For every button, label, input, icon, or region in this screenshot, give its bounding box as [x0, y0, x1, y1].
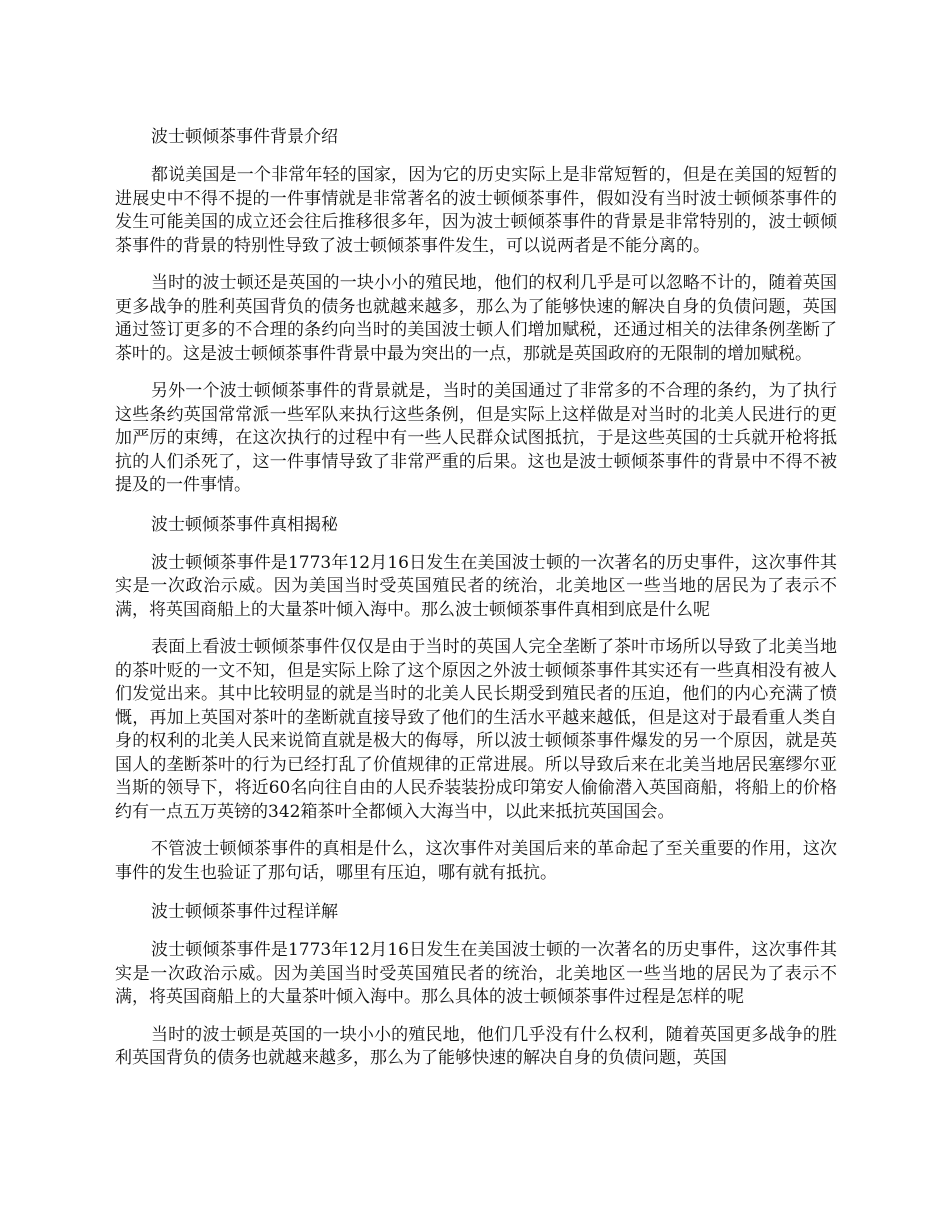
paragraph: 都说美国是一个非常年轻的国家，因为它的历史实际上是非常短暂的，但是在美国的短暂的进展史中不得不提的一件事情就是非常著名的波士顿倾茶事件，假如没有当时波士顿倾茶事件的发生可能美国的成立还会往后推移很多年，因为波士顿倾茶事件的背景是非常特别的，波士顿倾茶事件的背景的特别性导致了波士顿倾茶事件发生，可以说两者是不能分离的。 — [115, 165, 837, 256]
paragraph: 另外一个波士顿倾茶事件的背景就是，当时的美国通过了非常多的不合理的条约，为了执行这些条约英国常常派一些军队来执行这些条例，但是实际上这样做是对当时的北美人民进行的更加严厉的束缚，在这次执行的过程中有一些人民群众试图抵抗，于是这些英国的士兵就开枪将抵抗的人们杀死了，这一件事情导致了非常严重的后果。这也是波士顿倾茶事件的背景中不得不被提及的一件事情。 — [115, 381, 837, 495]
paragraph: 当时的波士顿是英国的一块小小的殖民地，他们几乎没有什么权利，随着英国更多战争的胜利英国背负的债务也就越来越多，那么为了能够快速的解决自身的负债问题，英国 — [115, 1024, 837, 1068]
paragraph: 波士顿倾茶事件是1773年12月16日发生在美国波士顿的一次著名的历史事件，这次事件其实是一次政治示威。因为美国当时受英国殖民者的统治，北美地区一些当地的居民为了表示不满，将英国商船上的大量茶叶倾入海中。那么具体的波士顿倾茶事件过程是怎样的呢 — [115, 940, 837, 1007]
section-heading-process: 波士顿倾茶事件过程详解 — [151, 902, 338, 922]
paragraph: 当时的波士顿还是英国的一块小小的殖民地，他们的权利几乎是可以忽略不计的，随着英国更多战争的胜利英国背负的债务也就越来越多，那么为了能够快速的解决自身的负债问题，英国通过签订更多的不合理的条约向当时的美国波士顿人们增加赋税，还通过相关的法律条例垄断了茶叶的。这是波士顿倾茶事件背景中最为突出的一点，那就是英国政府的无限制的增加赋税。 — [115, 273, 837, 364]
paragraph: 表面上看波士顿倾茶事件仅仅是由于当时的英国人完全垄断了茶叶市场所以导致了北美当地的茶叶贬的一文不知，但是实际上除了这个原因之外波士顿倾茶事件其实还有一些真相没有被人们发觉出来。其中比较明显的就是当时的北美人民长期受到殖民者的压迫，他们的内心充满了愤慨，再加上英国对茶叶的垄断就直接导致了他们的生活水平越来越低，但是这对于最看重人类自身的权利的北美人民来说简直就是极大的侮辱，所以波士顿倾茶事件爆发的另一个原因，就是英国人的垄断茶叶的行为已经打乱了价值规律的正常进展。所以导致后来在北美当地居民塞缪尔亚当斯的领导下，将近60名向往自由的人民乔装装扮成印第安人偷偷潜入英国商船，将船上的价格约有一点五万英镑的342箱茶叶全都倾入大海当中，以此来抵抗英国国会。 — [115, 637, 837, 822]
paragraph: 波士顿倾茶事件是1773年12月16日发生在美国波士顿的一次著名的历史事件，这次事件其实是一次政治示威。因为美国当时受英国殖民者的统治，北美地区一些当地的居民为了表示不满，将英国商船上的大量茶叶倾入海中。那么波士顿倾茶事件真相到底是什么呢 — [115, 552, 837, 620]
section-heading-background: 波士顿倾茶事件背景介绍 — [151, 127, 338, 147]
section-heading-truth: 波士顿倾茶事件真相揭秘 — [151, 514, 338, 535]
paragraph: 不管波士顿倾茶事件的真相是什么，这次事件对美国后来的革命起了至关重要的作用，这次事件的发生也验证了那句话，哪里有压迫，哪有就有抵抗。 — [115, 839, 837, 883]
document-page — [115, 124, 837, 1085]
